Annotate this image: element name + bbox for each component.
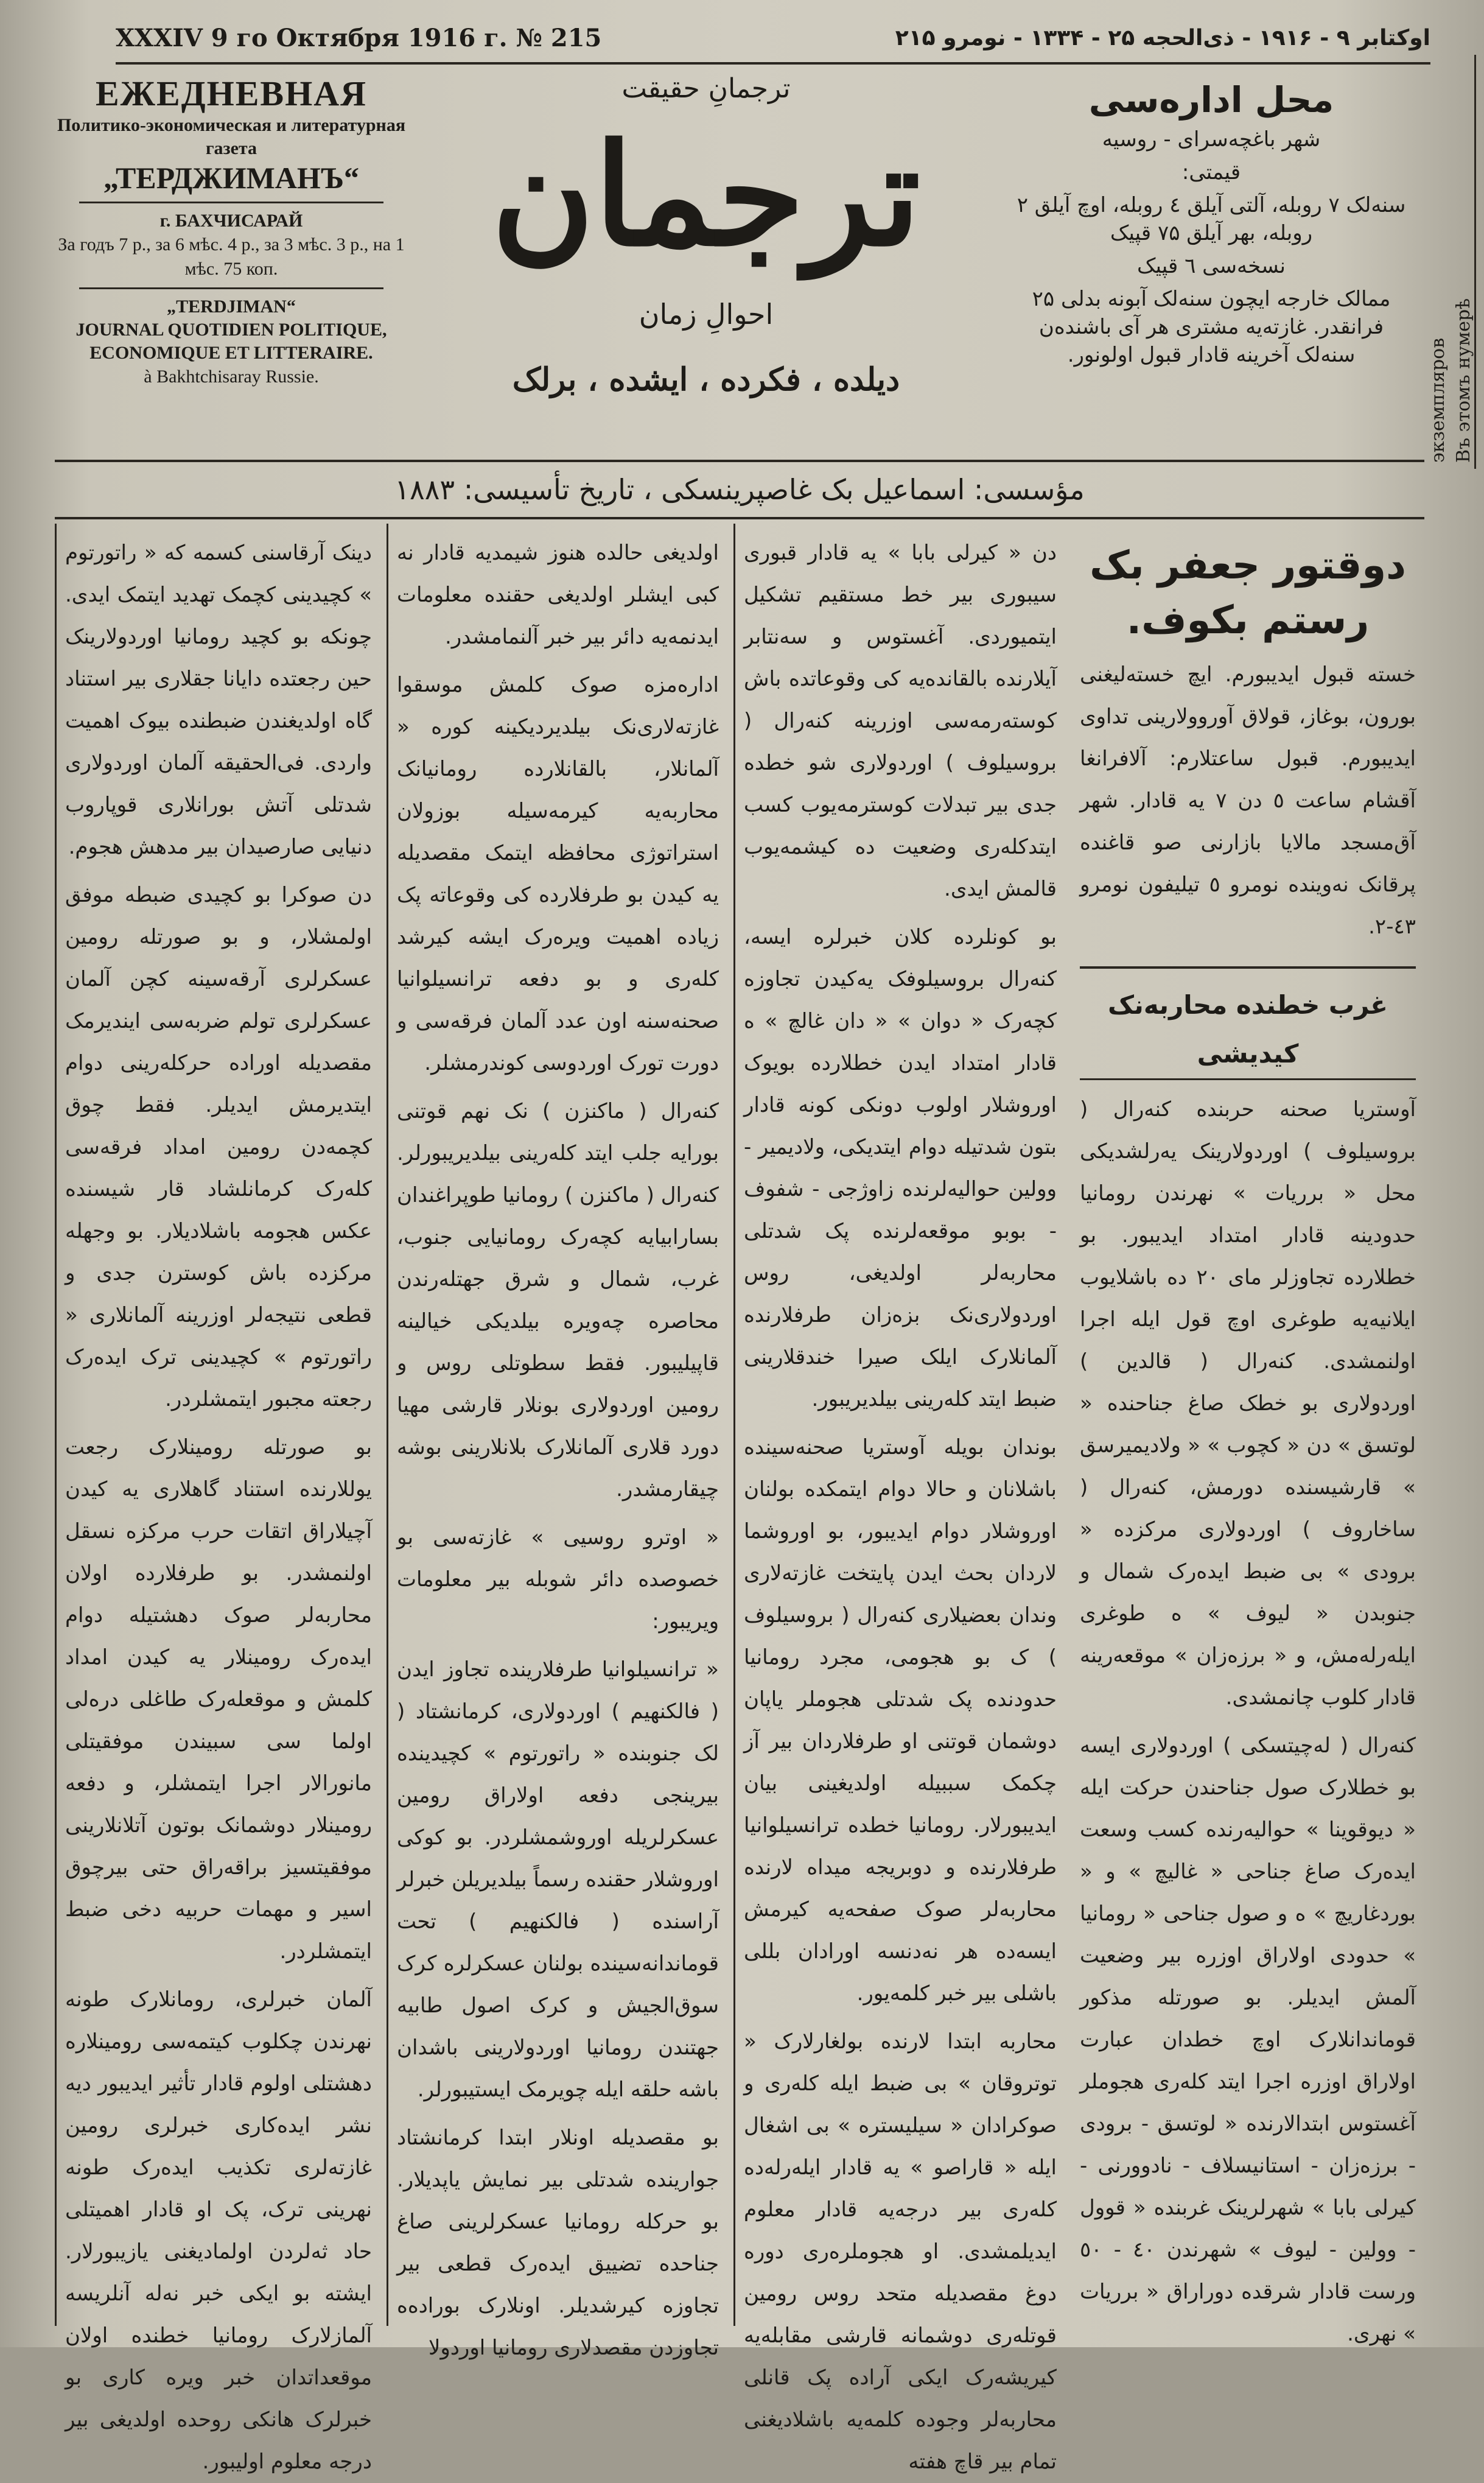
paragraph: آوستریا صحنه حربنده کنه‌رال ( بروسیلوف ) اوردولارینک یه‌رلشدیکی محل « برریات » نهرندن رومانیا حدودینه قادار امتداد ایدیبور. بو خطلارده تجاوزلر مای ۲۰ ده باشلایوب ایلانیه‌یه طوغری اوچ قول ایله اجرا اولنمشدی. کنه‌رال ( قالدین ) اوردولاری بو خطک صاغ جناحنده « لوتسق » دن « کچوب » « ولادیمیرسق » قارشیسنده دورمش، کنه‌رال ( ساخاروف ) اوردولاری مرکزده « برودی » بی ضبط ایده‌رک شمال و جنوبدن « لیوف » ه طوغری ایله‌رله‌مش، و « برزه‌زان » موقعه‌رینه قادار کلوب چانمشدی. — [1080, 1097, 1416, 1710]
divider — [79, 202, 383, 203]
issue-line-latin: XXXIV 9 го Октября 1916 г. № 215 — [116, 23, 602, 52]
city-russian: г. БАХЧИСАРАЙ — [159, 211, 303, 231]
doctor-ad-text: خسته قبول ایدیبورم. ایچ خسته‌لیغنی بورون، بوغاز، قولاق آوروولارینی تداوی ایدیبورم. قبول ساعتلارم: آلافرانغا آقشام ساعت ٥ دن ۷ یه قادار. شهر آق‌مسجد مالایا بازارنی صو قاغنده پرقانک نه‌وینده نومرو ٥ تیلیفون نومرو ٤٣-٢. — [1080, 662, 1416, 939]
column-3 — [733, 524, 1065, 2474]
paragraph: اولدیغی حالده هنوز شیمدیه قادار نه کبی ایشلر اولدیغی حقنده معلومات ایدنمه‌یه دائر بیر خبر آلنمامشدر. — [397, 541, 719, 649]
western-front-heading: غرب خطنده محاربه‌نک کیدیشی — [1080, 981, 1416, 1080]
foreign-subscription: ممالک خارجه ایچون سنه‌لک آبونه بدلی ۲۵ فرانقدر. غازته‌یه مشتری هر آی باشنده‌ن سنه‌لک آخرینه قادار قبول اولونور. — [1032, 287, 1391, 367]
office-city: شهر باغچه‌سرای - روسیه — [1102, 127, 1321, 152]
paragraph: دن « کیرلی بابا » یه قادار قبوری سیبوری بیر خط مستقیم تشکیل ایتمیوردی. آغستوس و سه‌نتابر آیلارنده بالقانده‌یه کی وقوعاتده باش کوسته‌رمه‌سی اوزرینه کنه‌رال ( بروسیلوف ) اوردولاری شو خطده جدی بیر تبدلات کوسترمه‌یوب کسب ایتدکله‌ری وضعیت ده کیشمه‌یوب قالمش ایدی. — [744, 541, 1057, 901]
masthead-subtitle: احوالِ زمان — [639, 298, 774, 331]
doctor-ad-title: دوقتور جعفر بک رستم بکوف. — [1090, 543, 1406, 643]
paper-description: Политико-экономическая и литературная газета — [57, 115, 406, 158]
arabic-subscription-info — [1010, 79, 1412, 457]
vertical-strip — [1427, 55, 1476, 469]
issue-line-arabic: اوکتابر ۹ - ۱۹۱۶ - ذى‌الحجه ۲۵ - ۱۳۳۴ - نومرو ۲۱۵ — [895, 25, 1430, 51]
paragraph: اداره‌مزه صوک کلمش موسقوا غازته‌لاری‌نک بیلدیردیکینه کوره « آلمانلار، بالقانلارده رومانیا‌نک محاربه‌یه کیرمه‌سیله بوزولان استراتوژی محافظه ایتمک مقصدیله یه کیدن بو طرفلارده کی وقوعاته پک زیاده اهمیت ویره‌رک ایشه کیرشد کله‌ری و بو دفعه ترانسیلوانیا صحنه‌سنه اون عدد آلمان فرقه‌سی و دورت تورک اوردوسی کوندرمشلر. — [397, 673, 719, 1075]
paragraph: « اوترو روسیی » غازته‌سی بو خصوصده دائر شوبله بیر معلومات ویریبور: — [397, 1525, 719, 1634]
price-russian: За годъ 7 р., за 6 мѣс. 4 р., за 3 мѣс. 3 р., на 1 мѣс. 75 коп. — [58, 234, 405, 279]
strip-text-top: экземпляров — [1427, 337, 1449, 463]
city-latin: à Bakhtchisaray Russie. — [144, 367, 319, 387]
column-1 — [55, 524, 380, 2474]
divider — [79, 287, 383, 289]
paragraph: آلمان خبرلری، رومانلارک طونه نهرندن چکلوب کیتمه‌سی رومینلاره دهشتلی اولوم قادار تأثیر ایدیبور دیه نشر ایده‌کاری خبرلری رومین غازته‌لری تکذیب ایده‌رک طونه نهرینی ترک، پک او قادار اهمیتلی حاد ثه‌لردن اولمادیغنی یازیبورلار. ایشته بو ایکی خبر نه‌له آنلریسه آلمازلارک رومانیا خطنده اولان موقعداتدان خبر ویره کاری بو خبرلرک هانکی روحده اولدیغی بیر درجه معلوم اولیبور. — [65, 1987, 372, 2474]
paragraph: بو صورتله رومینلارک رجعت یوللارنده استناد گاهلاری یه کیدن آچیلا‌راق اتقات حرب مرکزه نسقل اولنمشدر. بو طرفلارده اولان محاربه‌لر صوک دهشتیله دوام ایده‌رک رومینلار یه کیدن امداد کلمش و موقعله‌رک طاغلی دره‌لی اولما سی سبیندن موفقیتلی مانورالار اجرا ایتمشلر، و دفعه رومینلار دوشمانک بوتون آتلانلارینی موفقیتسیز براقه‌راق حتی بیرچوق اسیر و مهمات حربیه دخی ضبط ایتمشلردر. — [65, 1435, 372, 1964]
price-label: قیمتی: — [1181, 160, 1241, 184]
article-columns — [55, 524, 1424, 2474]
paper-name-latin: „TERDJIMAN“ — [167, 297, 296, 317]
price-text: سنه‌لک ۷ روبله، آلتی آیلق ٤ روبله، اوچ آیلق ۲ روبله، بهر آیلق ۷۵ قپیک — [1017, 193, 1406, 245]
paragraph: دینک آرقاسنی کسمه که « راتورتوم » کچیدینی کچمک تهدید ایتمک ایدی. چونکه بو کچید رومانیا اوردولارینک حین رجعتده دایانا جقلاری بیر استناد گاه اولدیغندن ضبطنده بیوک اهمیت واردی. فی‌الحقیقه آلمان اوردولاری شدتلی آتش بورانلاری قوپاروب دنیایی صارصیدان بیر مدهش هجوم. — [65, 541, 372, 859]
paragraph: کنه‌رال ( ماکنزن ) نک نهم قوتنی بورایه جلب ایتد کله‌رینی بیلدیریبورلر. کنه‌رال ( ماکنزن ) رومانیا طوپراغندان بسارابیایه کچه‌رک رومانیایی جنوب، غرب، شمال و شرق جهتله‌رندن محاصره چه‌ویره بیلدیکی خیالینه قاپیلیبور. فقط سطوتلی روس و رومین اوردولاری بونلار قارشی مهیا دورد قلاری آلمانلارک بلانلارینی بوشه چیقارمشدر. — [397, 1099, 719, 1501]
paragraph: بو مقصدیله اونلار ابتدا کرمانشتاد جوارینده شدتلی بیر نمایش یاپدیلار. بو حرکله رومانیا عسکرلرینی صاغ جناحده تضییق ایده‌رک قطعی بیر تجاوزه کیرشدیلر. اونلارک بوراده‌ه تجاوزدن مقصدلاری رومانیا اوردولا — [397, 2126, 719, 2360]
paper-name-russian: „ТЕРДЖИМАНЪ“ — [103, 161, 360, 195]
doctor-advertisement — [1080, 538, 1416, 969]
column-4 — [1071, 524, 1424, 2346]
column-2 — [387, 524, 727, 2360]
single-copy-price: نسخه‌سی ٦ قپیک — [1137, 254, 1286, 278]
daily-label: ЕЖЕДНЕВНАЯ — [96, 74, 367, 113]
office-heading: محل اداره‌سی — [1088, 79, 1334, 121]
masthead-motto: دیلده ، فکرده ، ایشده ، برلک — [512, 361, 900, 398]
paragraph: بوندان بویله آوستریا صحنه‌سینده باشلانان و حالا دوام ایتمکده بولنان اوروشلار دوام ایدیبور، بو اوروشما لاردان بحث ایدن پایتخت غازته‌لاری وندان بعضیلاری کنه‌رال ( بروسیلوف ) ک بو هجومی، مجرد رومانیا حدودنده پک شدتلی هجوملر یاپان دوشمان قوتنی او طرفلاردان بیر آز چکمک سببیله اولدیغینی بیان ایدیبورلار. رومانیا خطده ترانسیلوانیا طرفلارنده و دوبریجه میداه لارنده محاربه‌لر صوک صفحه‌یه کیرمش ایسه‌ده هر نه‌دنسه اورادان بللی باشلی بیر خبر کلمه‌یور. — [744, 1435, 1057, 2006]
paragraph: بو کونلرده کلان خبرلره ایسه، کنه‌رال بروسیلوفک یه‌کیدن تجاوزه کچه‌رک « دوان » « دان غالچ » ه قادار امتداد ایدن خطلارده بویوک اوروشلار اولوب دونکی کونه قادار بتون شدتیله دوام ایتدیکی، ولادیمیر - وولین حوالیه‌لرنده زاوژجی - شفوف - بوبو موقعه‌لرنده پک شدتلی محاربه‌لر اولدیغی، روس اوردولاری‌نک بزه‌زان طرفلارنده آلمانلارک ایلک صیرا خندقلارینی ضبط ایتد کله‌رینی بیلدیریبور. — [744, 925, 1057, 1411]
strip-text-bottom: Въ этомъ нумерѣ — [1453, 298, 1474, 463]
paragraph: کنه‌رال ( له‌چیتسکی ) اوردولاری ایسه بو خطلارک صول جناحندن حرکت ایله « دیوقوینا » حوالیه‌رنده کسب وسعت ایده‌رک صاغ جناحی « غالیچ » و « بوردغاریچ » ه و صول جناحی « رومانیا » حدودی اولاراق اوزره بیر وضعیت آلمش ایدیلر. بو صورتله مذکور قوماندانلارک اوچ خطدان عبارت اولاراق اوزره اجرا ایتد کله‌ری هجوملر آغستوس ابتدالارنده « لوتسق - برودی - برزه‌زان - استانیسلاف - نادوورنی - کیرلی بابا » شهرلرینک غربنده « قوول - وولین - لیوف » شهرندن ٤٠ - ٥٠ ورست قادار شرقده دوراراق « برریات » نهری. — [1080, 1733, 1416, 2346]
paragraph: محاربه ابتدا لارنده بولغارلارک « توتروقان » بی ضبط ایله کله‌ری و صوکرادان « سیلیستره » بی اشغال ایله « قاراصو » یه قادار ایله‌رله‌ده کله‌ری بیر درجه‌یه قادار معلوم ایدیلمشدی. او هجوملره‌ری دوره دوغ مقصدیله متحد روس رومین قوتله‌ری دوشمانه قارشی مقابله‌یه کیریشه‌رک ایکی آراده پک قانلی محاربه‌لر وجوده کلمه‌یه باشلادیغنی تمام بیر قاچ هفته — [744, 2029, 1057, 2474]
masthead — [463, 73, 950, 438]
paragraph: دن صوکرا بو کچیدی ضبطه موفق اولمشلار، و بو صورتله رومین عسکرلری آرقه‌سینه کچن آلمان عسکرلری تولم ضربه‌سی ایندیرمک مقصدیله اوراده حرکله‌رینی دوام ایتدیرمش ایدیلر. فقط چوق کچمه‌دن رومین امداد فرقه‌سی کله‌رک کرمانلشاد قار شیسنده عکس هجومه باشلادیلار. بو وجهله مرکزده باش کوسترن جدی و قطعی نتیجه‌لر اوزرینه آلمانلاری « راتورتوم » کچیدینی ترک ایده‌رک رجعته مجبور ایتمشلردر. — [65, 883, 372, 1411]
founder-line: مؤسسی: اسماعیل بک غاصپرینسکی ، تاریخ تأسیسی: ۱۸۸۳ — [55, 460, 1424, 519]
russian-subscription-info — [43, 73, 420, 451]
paper-description-latin: JOURNAL QUOTIDIEN POLITIQUE, ECONOMIQUE ET LITTERAIRE. — [75, 320, 387, 363]
issue-line — [116, 13, 1430, 65]
masthead-title: ترجمان — [491, 113, 921, 278]
masthead-arc-text: ترجمانِ حقیقت — [621, 73, 791, 104]
paragraph: « ترانسیلوانیا طرفلارینده تجاوز ایدن ( فالکنهیم ) اوردولاری، کرمانشتاد ( لک جنوبنده « راتورتوم » کچیدینده بیرینجی دفعه اولاراق رومین عسکرلریله اوروشمشلردر. بو کوکی اوروشلار حقنده رسماً بیلدیریلن خبرلر آراسنده ( فالکنهیم ) تحت قوماندانه‌سینده بولنان عسکرلره کرک سوق‌الجیش و کرک اصول طابیه جهتندن رومانیا اوردولارینی باشدان باشه حلقه ایله چویرمک ایستیبورلر. — [397, 1657, 719, 2102]
